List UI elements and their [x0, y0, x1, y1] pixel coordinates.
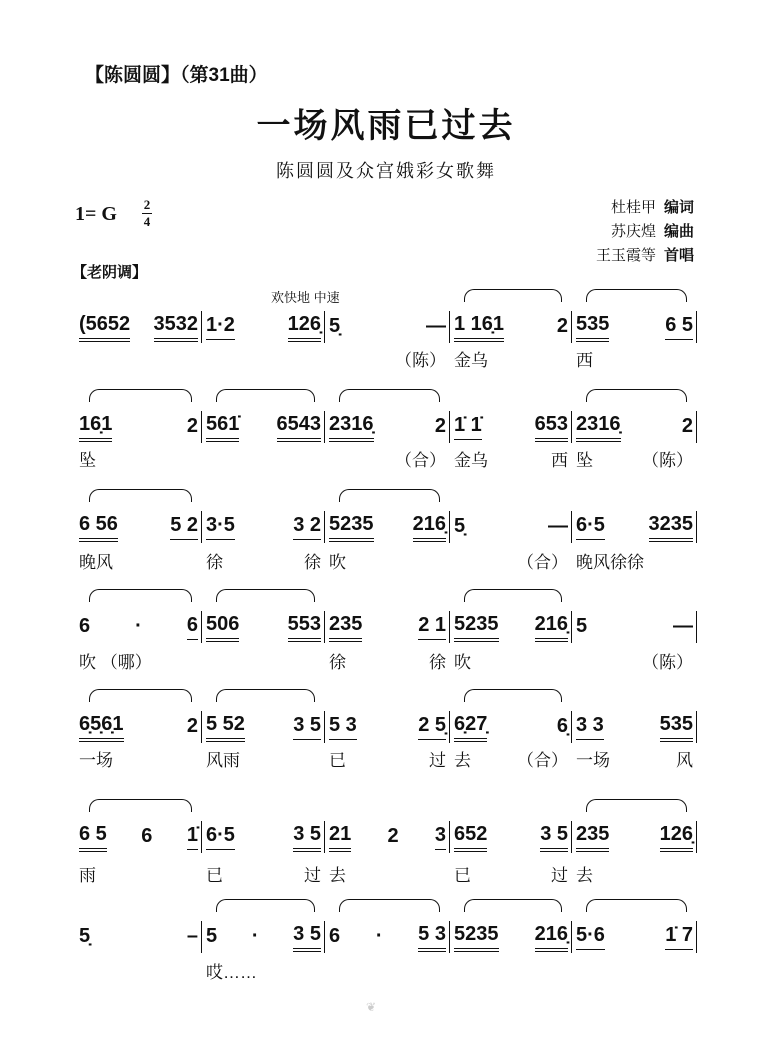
- note-group: 216̣: [535, 613, 568, 642]
- lyric: 吹: [454, 653, 471, 672]
- credit-music: [611, 220, 694, 241]
- note-group: 216̣: [535, 923, 568, 952]
- measure: [450, 707, 572, 747]
- note-group: 6: [329, 924, 341, 947]
- measure: [450, 607, 572, 647]
- score-row: [75, 607, 697, 647]
- barline: [696, 411, 697, 443]
- note-group: 553: [288, 613, 321, 642]
- measure: [572, 707, 697, 747]
- note-group: 3: [435, 824, 446, 850]
- lyric: 过: [551, 866, 568, 885]
- measure: [572, 307, 697, 347]
- note-group: 561̇: [206, 413, 239, 442]
- slur-mark: [586, 289, 687, 302]
- lyrics-row: [75, 548, 697, 572]
- slur-mark: [216, 389, 315, 402]
- measure: [572, 507, 697, 547]
- note-group: 6 5: [665, 314, 693, 340]
- note-group: 2: [186, 714, 198, 737]
- note-group: 126̣: [288, 313, 321, 342]
- slur-mark: [586, 799, 687, 812]
- note-group: 2316̣: [576, 413, 621, 442]
- note-group: 6543: [277, 413, 322, 442]
- credit-name: 杜桂甲: [610, 199, 656, 216]
- score-row: [75, 707, 697, 747]
- slur-mark: [89, 689, 192, 702]
- lyrics-row: [75, 346, 697, 370]
- lyric: 金乌: [454, 351, 488, 370]
- note-group: 535: [660, 713, 693, 742]
- credit-lyrics: [611, 196, 694, 217]
- lyric: 去: [576, 866, 593, 885]
- lyric-measure: [75, 648, 202, 673]
- lyric-measure: [572, 446, 697, 471]
- note-group: 6̣: [556, 714, 568, 737]
- measure: [325, 407, 450, 447]
- note-group: 5 52: [206, 713, 245, 742]
- lyric: （合）: [517, 751, 568, 770]
- slur-mark: [339, 489, 440, 502]
- credit-role: 编曲: [663, 223, 694, 240]
- credit-singer: [596, 244, 694, 265]
- measure: [450, 817, 572, 857]
- lyric: 徐: [206, 553, 223, 572]
- measure: [75, 607, 202, 647]
- lyric: 坠: [79, 451, 96, 470]
- note-group: 2: [556, 314, 568, 337]
- slur-mark: [89, 489, 192, 502]
- note-group: 5235: [454, 923, 499, 952]
- footer-ornament: ❦: [366, 1000, 377, 1014]
- note-group: 1 16̣1: [454, 313, 504, 342]
- note-group: 6·5: [206, 824, 235, 850]
- barline: [696, 921, 697, 953]
- note-group: 1̇ 7: [665, 924, 693, 950]
- measure: [75, 307, 202, 347]
- note-group: 5 3: [329, 714, 357, 740]
- lyric-measure: [202, 861, 325, 886]
- lyric: 金乌: [454, 451, 488, 470]
- credit-role: 编词: [663, 199, 694, 216]
- lyrics-row: [75, 861, 697, 885]
- note-group: 652: [454, 823, 487, 852]
- lyric: 徐: [429, 653, 446, 672]
- note-group: 3 5: [293, 714, 321, 740]
- slur-mark: [339, 389, 440, 402]
- lyric: （合）: [395, 451, 446, 470]
- note-group: 6: [141, 824, 153, 847]
- lyric-measure: [75, 746, 202, 771]
- lyric-measure: [75, 861, 202, 886]
- score-row: [75, 817, 697, 857]
- note-group: 6̣27̣: [454, 713, 487, 742]
- note-group: 3532: [154, 313, 199, 342]
- score-row: [75, 307, 697, 347]
- note-group: 5̣: [329, 314, 341, 337]
- lyric: 哎……: [206, 963, 257, 982]
- credit-name: 苏庆煌: [610, 223, 656, 240]
- lyric-measure: [325, 861, 450, 886]
- lyric-measure: [450, 746, 572, 771]
- lyric-measure: [75, 548, 202, 573]
- lyric-measure: [572, 648, 697, 673]
- note-group: 1̇: [187, 824, 198, 850]
- note-group: 3235: [649, 513, 694, 542]
- note-group: 3·5: [206, 514, 235, 540]
- lyric-measure: [75, 446, 202, 471]
- note-group: 5 2: [170, 514, 198, 540]
- note-group: —: [673, 614, 693, 637]
- lyrics-row: [75, 648, 697, 672]
- barline: [696, 611, 697, 643]
- time-signature: [142, 198, 152, 229]
- barline: [696, 821, 697, 853]
- lyric-measure: [450, 861, 572, 886]
- note-group: 3 5: [293, 923, 321, 952]
- lyrics-row: [75, 746, 697, 770]
- note-group: 2: [186, 414, 198, 437]
- note-group: 6 56: [79, 513, 118, 542]
- measure: [202, 707, 325, 747]
- measure: [450, 407, 572, 447]
- measure: [325, 917, 450, 957]
- lyric: 吹 （哪）: [79, 653, 152, 672]
- note-group: 126̣: [660, 823, 693, 852]
- measure: [75, 407, 202, 447]
- lyric-measure: [202, 548, 325, 573]
- slur-mark: [586, 899, 687, 912]
- measure: [202, 817, 325, 857]
- mode-label: 【老阴调】: [72, 264, 148, 281]
- lyric-measure: [325, 548, 450, 573]
- score-row: [75, 407, 697, 447]
- measure: [450, 917, 572, 957]
- lyric-measure: [572, 746, 697, 771]
- note-group: –: [186, 924, 198, 947]
- lyric: 风: [676, 751, 693, 770]
- slur-mark: [216, 689, 315, 702]
- slur-mark: [464, 689, 562, 702]
- lyric: 已: [329, 751, 346, 770]
- lyric: 过: [429, 751, 446, 770]
- lyric: 徐: [304, 553, 321, 572]
- credit-role: 首唱: [663, 247, 694, 264]
- note-group: 3 2: [293, 514, 321, 540]
- note-group: —: [426, 314, 446, 337]
- note-group: 6·5: [576, 514, 605, 540]
- score-row: [75, 917, 697, 957]
- lyric: 已: [206, 866, 223, 885]
- measure: [202, 307, 325, 347]
- note-group: 2: [681, 414, 693, 437]
- measure: [325, 607, 450, 647]
- note-group: 6̣5̣6̣1: [79, 713, 124, 742]
- lyric: 风雨: [206, 751, 240, 770]
- lyric-measure: [450, 446, 572, 471]
- barline: [696, 711, 697, 743]
- lyric: 坠: [576, 451, 593, 470]
- lyric: 已: [454, 866, 471, 885]
- lyric-measure: [450, 648, 572, 673]
- key-signature: 1= G: [75, 203, 117, 225]
- lyrics-row: [75, 446, 697, 470]
- measure: [572, 917, 697, 957]
- measure: [75, 917, 202, 957]
- note-group: 1̇ 1̇: [454, 414, 482, 440]
- measure: [75, 507, 202, 547]
- note-group: 5235: [454, 613, 499, 642]
- lyric: 徐: [329, 653, 346, 672]
- lyric: 雨: [79, 866, 96, 885]
- series-label: 【陈圆圆】（第31曲）: [85, 65, 268, 86]
- song-subtitle: 陈圆圆及众宫娥彩女歌舞: [276, 161, 496, 181]
- note-group: 5̣: [454, 514, 466, 537]
- note-group: 216̣: [413, 513, 446, 542]
- measure: [325, 507, 450, 547]
- lyric-measure: [572, 346, 697, 371]
- lyrics-row: [75, 958, 697, 982]
- note-group: 5 3: [418, 923, 446, 952]
- lyric-measure: [325, 446, 450, 471]
- measure: [75, 707, 202, 747]
- note-group: 2 5̣: [418, 714, 446, 740]
- slur-mark: [586, 389, 687, 402]
- note-group: 1·2: [206, 314, 235, 340]
- measure: [572, 407, 697, 447]
- lyric: 一场: [79, 751, 113, 770]
- lyric-measure: [325, 346, 450, 371]
- meter-bottom: 4: [143, 214, 151, 229]
- note-group: 5·6: [576, 924, 605, 950]
- lyric-measure: [202, 958, 325, 983]
- slur-mark: [464, 899, 562, 912]
- song-title: 一场风雨已过去: [256, 108, 516, 145]
- note-group: ·: [251, 924, 259, 947]
- slur-mark: [339, 899, 440, 912]
- lyric: 吹: [329, 553, 346, 572]
- lyric: 去: [454, 751, 471, 770]
- measure: [325, 707, 450, 747]
- measure: [572, 607, 697, 647]
- note-group: 3 5: [293, 823, 321, 852]
- lyric: 去: [329, 866, 346, 885]
- lyric: （陈）: [642, 653, 693, 672]
- measure: [202, 607, 325, 647]
- lyric-measure: [325, 746, 450, 771]
- note-group: 2 1: [418, 614, 446, 640]
- slur-mark: [464, 289, 562, 302]
- note-group: 2: [434, 414, 446, 437]
- lyric: 过: [304, 866, 321, 885]
- measure: [202, 917, 325, 957]
- lyric-measure: [450, 346, 572, 371]
- lyric: 晚风徐徐: [576, 553, 644, 572]
- lyric: 西: [576, 351, 593, 370]
- lyric-measure: [572, 548, 697, 573]
- measure: [450, 307, 572, 347]
- measure: [202, 507, 325, 547]
- slur-mark: [216, 899, 315, 912]
- measure: [325, 817, 450, 857]
- note-group: 6: [187, 614, 198, 640]
- note-group: 653: [535, 413, 568, 442]
- lyric-measure: [202, 746, 325, 771]
- note-group: 21: [329, 823, 351, 852]
- lyric: （陈）: [642, 451, 693, 470]
- score-row: [75, 507, 697, 547]
- tempo-marking: 欢快地 中速: [271, 290, 340, 305]
- measure: [325, 307, 450, 347]
- note-group: 2: [387, 824, 399, 847]
- note-group: ·: [135, 614, 142, 637]
- lyric: 西: [551, 451, 568, 470]
- note-group: ·: [375, 924, 383, 947]
- measure: [450, 507, 572, 547]
- note-group: 235: [329, 613, 362, 642]
- lyric: （陈）: [395, 351, 446, 370]
- note-group: 5̣: [79, 924, 91, 947]
- note-group: 5235: [329, 513, 374, 542]
- lyric: （合）: [517, 553, 568, 572]
- lyric-measure: [450, 548, 572, 573]
- note-group: 5: [206, 924, 218, 947]
- lyric-measure: [325, 648, 450, 673]
- note-group: (5652: [79, 313, 130, 342]
- note-group: 5: [576, 614, 588, 637]
- note-group: 16̣1: [79, 413, 112, 442]
- lyric: 一场: [576, 751, 610, 770]
- measure: [202, 407, 325, 447]
- barline: [696, 311, 697, 343]
- note-group: 506: [206, 613, 239, 642]
- meter-top: 2: [143, 197, 151, 212]
- measure: [572, 817, 697, 857]
- note-group: 2316̣: [329, 413, 374, 442]
- note-group: 6: [79, 614, 91, 637]
- note-group: 235: [576, 823, 609, 852]
- slur-mark: [89, 799, 192, 812]
- measure: [75, 817, 202, 857]
- note-group: 3 3: [576, 714, 604, 740]
- slur-mark: [216, 589, 315, 602]
- note-group: —: [548, 514, 568, 537]
- lyric: 晚风: [79, 553, 113, 572]
- slur-mark: [89, 389, 192, 402]
- note-group: 6 5: [79, 823, 107, 852]
- note-group: 535: [576, 313, 609, 342]
- barline: [696, 511, 697, 543]
- slur-mark: [89, 589, 192, 602]
- lyric-measure: [572, 861, 697, 886]
- note-group: 3 5: [540, 823, 568, 852]
- credit-name: 王玉霞等: [595, 247, 656, 264]
- slur-mark: [464, 589, 562, 602]
